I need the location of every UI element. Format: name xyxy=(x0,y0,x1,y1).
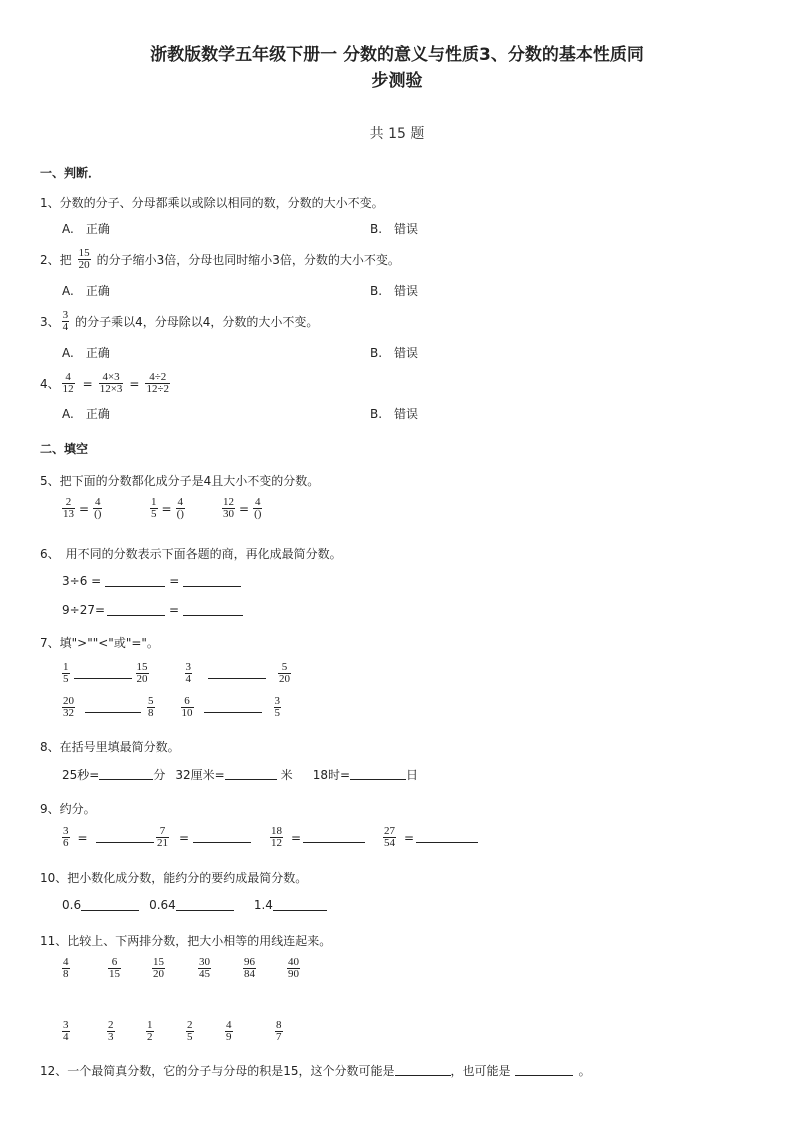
q8-item-a: 25秒= xyxy=(62,768,100,782)
decimal-value: 0.64 xyxy=(149,898,176,912)
answer-blank[interactable] xyxy=(96,832,154,843)
question-12 xyxy=(40,1062,591,1079)
top-fraction[interactable]: $\frac{40}{90}$ xyxy=(288,956,299,980)
answer-blank[interactable] xyxy=(303,832,365,843)
q3-prefix: 3、 xyxy=(40,315,60,329)
fraction: $\frac{7}{21}$ xyxy=(157,825,168,849)
document-title-line2: 步测验 xyxy=(371,71,423,91)
answer-blank[interactable] xyxy=(107,605,165,616)
question-11: 11、比较上、下两排分数，把大小相等的用线连起来。 xyxy=(40,934,332,948)
answer-blank[interactable] xyxy=(416,832,478,843)
fraction: $\frac{6}{10}$ xyxy=(181,695,193,719)
q12-text: 12、一个最简真分数，它的分子与分母的积是15，这个分数可能是 xyxy=(40,1064,395,1078)
unit-label: 分 xyxy=(153,768,166,782)
fraction: $\frac{5}{8}$ xyxy=(148,695,154,719)
bottom-fraction[interactable]: $\frac{3}{4}$ xyxy=(63,1019,69,1043)
answer-blank[interactable] xyxy=(395,1065,451,1076)
unit-label: 米 xyxy=(280,768,293,782)
answer-blank[interactable] xyxy=(81,900,139,911)
q9-item-1: $\frac{3}{6}$ = xyxy=(62,826,154,849)
q9-item-3: $\frac{18}{12}$ = xyxy=(270,826,365,849)
fraction: $\frac{3}{6}$ xyxy=(63,825,69,849)
answer-blank[interactable] xyxy=(74,668,132,679)
top-fraction[interactable]: $\frac{15}{20}$ xyxy=(153,956,164,980)
question-1: 1、分数的分子、分母都乘以或除以相同的数，分数的大小不变。 xyxy=(40,196,384,210)
fraction: $\frac{3}{4}$ xyxy=(185,661,191,685)
answer-blank[interactable] xyxy=(176,900,234,911)
fraction: $\frac{3}{5}$ xyxy=(274,695,280,719)
top-fraction[interactable]: $\frac{96}{84}$ xyxy=(244,956,255,980)
q6-line-1: 3÷6 = = xyxy=(62,574,241,588)
q7-row-1 xyxy=(62,662,291,685)
answer-fraction[interactable]: $\frac{4}{()}$ xyxy=(176,496,184,520)
question-5: 5、把下面的分数都化成分子是4且大小不变的分数。 xyxy=(40,474,320,488)
fraction: $\frac{3}{4}$ xyxy=(62,309,69,333)
q10-line xyxy=(62,898,327,912)
fraction: $\frac{5}{20}$ xyxy=(279,661,290,685)
q8-item-b: 32厘米= xyxy=(175,768,225,782)
q2-suffix: 的分子缩小3倍，分母也同时缩小3倍，分数的大小不变。 xyxy=(96,253,400,267)
q9-item-2: $\frac{7}{21}$ = xyxy=(156,826,251,849)
answer-blank[interactable] xyxy=(208,668,266,679)
q2-option-a[interactable]: A. 正确 xyxy=(62,284,110,298)
q4-option-b[interactable]: B. 错误 xyxy=(370,407,419,421)
fraction: $\frac{12}{30}$ xyxy=(223,496,234,520)
fraction: $\frac{4\times 3}{12\times 3}$ xyxy=(99,371,123,395)
fraction: $\frac{4\div 2}{12\div 2}$ xyxy=(146,371,170,395)
q6-expression-1: 3÷6 = xyxy=(62,574,102,588)
answer-fraction[interactable]: $\frac{4}{()}$ xyxy=(94,496,102,520)
q6-line-2: 9÷27= = xyxy=(62,603,243,617)
answer-fraction[interactable]: $\frac{4}{()}$ xyxy=(254,496,262,520)
answer-blank[interactable] xyxy=(204,702,262,713)
bottom-fraction[interactable]: $\frac{2}{5}$ xyxy=(187,1019,193,1043)
q1-option-a[interactable]: A. 正确 xyxy=(62,222,110,236)
q2-option-b[interactable]: B. 错误 xyxy=(370,284,419,298)
answer-blank[interactable] xyxy=(85,702,141,713)
decimal-value: 1.4 xyxy=(253,898,273,912)
bottom-fraction[interactable]: $\frac{8}{7}$ xyxy=(276,1019,282,1043)
unit-label: 日 xyxy=(406,768,419,782)
top-fraction[interactable]: $\frac{4}{8}$ xyxy=(63,956,69,980)
q4-option-a[interactable]: A. 正确 xyxy=(62,407,110,421)
fraction: $\frac{15}{20}$ xyxy=(136,661,148,685)
top-fraction[interactable]: $\frac{30}{45}$ xyxy=(199,956,210,980)
fraction: $\frac{18}{12}$ xyxy=(271,825,282,849)
bottom-fraction[interactable]: $\frac{2}{3}$ xyxy=(108,1019,114,1043)
fraction: $\frac{2}{13}$ xyxy=(63,496,74,520)
answer-blank[interactable] xyxy=(273,900,327,911)
question-count: 共 15 题 xyxy=(369,126,425,142)
answer-blank[interactable] xyxy=(183,605,243,616)
q3-suffix: 的分子乘以4，分母除以4，分数的大小不变。 xyxy=(75,315,319,329)
question-9: 9、约分。 xyxy=(40,802,96,816)
q8-line xyxy=(62,766,418,783)
answer-blank[interactable] xyxy=(183,576,241,587)
question-10: 10、把小数化成分数，能约分的要约成最简分数。 xyxy=(40,871,308,885)
decimal-value: 0.6 xyxy=(62,898,82,912)
fraction: $\frac{20}{32}$ xyxy=(63,695,74,719)
q5-item-1: $\frac{2}{13}$ = $\frac{4}{()}$ xyxy=(63,496,102,520)
fraction: $\frac{15}{20}$ xyxy=(78,247,90,271)
top-fraction[interactable]: $\frac{6}{15}$ xyxy=(109,956,120,980)
q4-prefix: 4、 xyxy=(40,377,60,391)
equals-sign: = xyxy=(129,376,140,391)
section-heading-judgement: 一、判断． xyxy=(40,166,101,180)
fraction: $\frac{27}{54}$ xyxy=(384,825,395,849)
question-6: 6、 用不同的分数表示下面各题的商，再化成最简分数。 xyxy=(40,547,342,561)
q9-item-4: $\frac{27}{54}$ = xyxy=(383,826,478,849)
question-3 xyxy=(40,310,318,333)
q3-option-a[interactable]: A. 正确 xyxy=(62,346,110,360)
q7-row-2 xyxy=(62,696,281,719)
fraction: $\frac{4}{12}$ xyxy=(62,371,74,395)
question-4 xyxy=(40,372,176,395)
q12-text: 。 xyxy=(578,1064,591,1078)
fraction: $\frac{1}{5}$ xyxy=(63,661,69,685)
q5-item-3: $\frac{12}{30}$ = $\frac{4}{()}$ xyxy=(223,496,262,520)
answer-blank[interactable] xyxy=(515,1065,573,1076)
q2-prefix: 2、把 xyxy=(40,253,72,267)
q1-option-b[interactable]: B. 错误 xyxy=(370,222,419,236)
answer-blank[interactable] xyxy=(99,769,153,780)
section-heading-fill-blanks: 二、填空 xyxy=(40,442,89,456)
answer-blank[interactable] xyxy=(193,832,251,843)
fraction: $\frac{1}{5}$ xyxy=(151,496,157,520)
bottom-fraction[interactable]: $\frac{4}{9}$ xyxy=(226,1019,232,1043)
bottom-fraction[interactable]: $\frac{1}{2}$ xyxy=(147,1019,153,1043)
question-7: 7、填">""<"或"="。 xyxy=(40,636,159,650)
answer-blank[interactable] xyxy=(225,769,277,780)
q6-expression-2: 9÷27= xyxy=(62,603,106,617)
q12-text: ，也可能是 xyxy=(450,1064,511,1078)
q3-option-b[interactable]: B. 错误 xyxy=(370,346,419,360)
question-8: 8、在括号里填最简分数。 xyxy=(40,740,180,754)
question-2 xyxy=(40,248,400,271)
document-title-line1: 浙教版数学五年级下册一 分数的意义与性质3、分数的基本性质同 xyxy=(150,45,644,65)
answer-blank[interactable] xyxy=(105,576,165,587)
q8-item-c: 18时= xyxy=(312,768,351,782)
equals-sign: = xyxy=(82,376,93,391)
answer-blank[interactable] xyxy=(350,769,406,780)
q5-item-2: $\frac{1}{5}$ = $\frac{4}{()}$ xyxy=(151,496,184,520)
